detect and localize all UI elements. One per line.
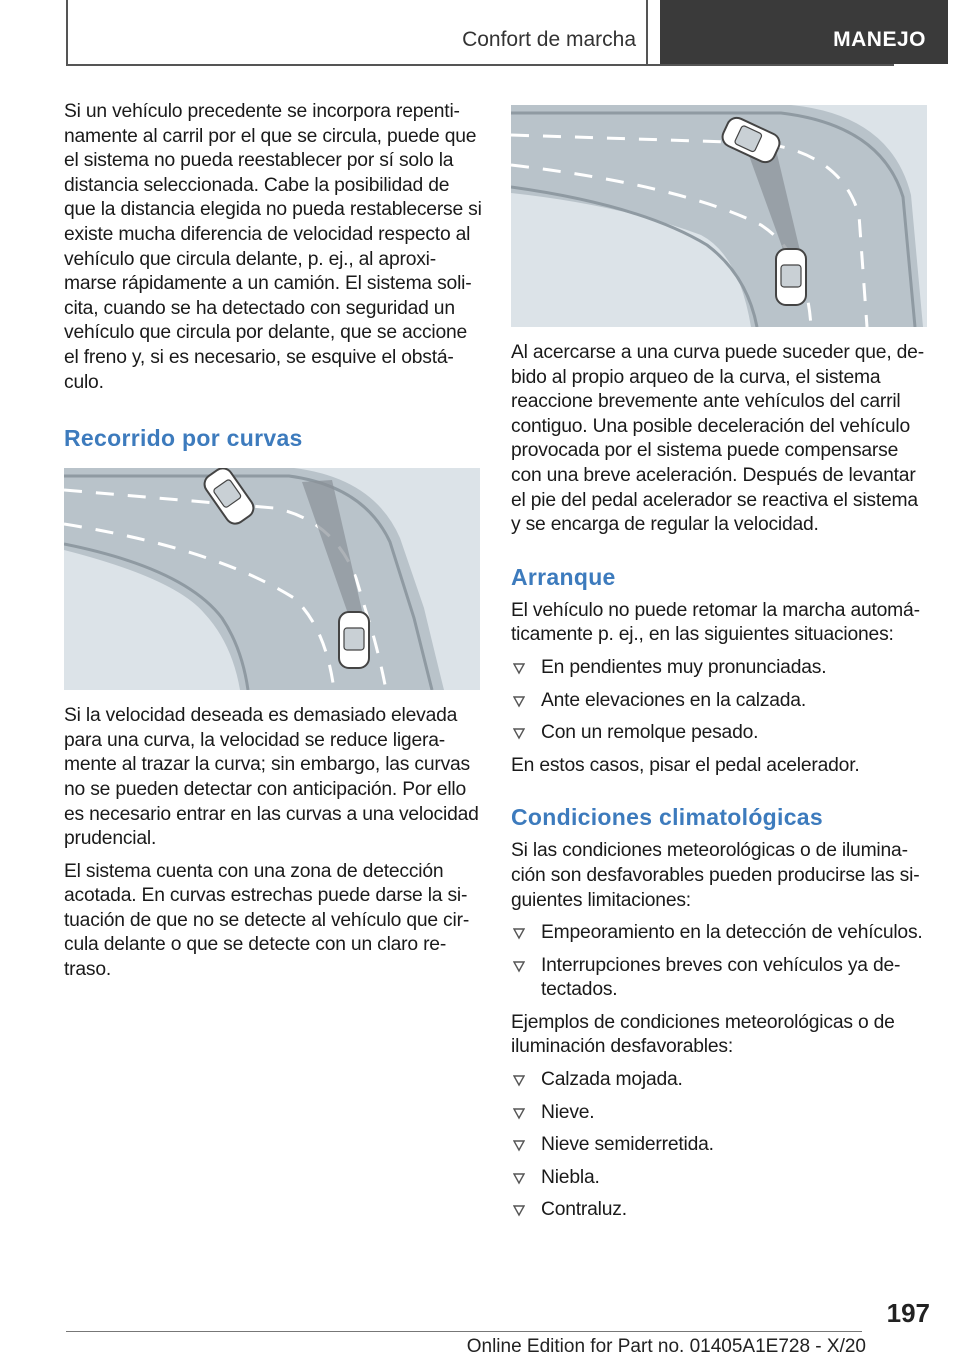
triangle-bullet-icon xyxy=(513,1135,525,1155)
weather-intro-paragraph: Si las condiciones meteorológicas o de iluminación son desfavorables pueden producirse las siguientes limitaciones: xyxy=(511,840,920,911)
page-number: 197 xyxy=(886,1298,930,1328)
list-item: Calzada mojada. xyxy=(511,1068,929,1093)
footer-edition: Online Edition for Part no. 01405A1E728 - X/20 xyxy=(466,1336,866,1357)
examples-paragraph: Ejemplos de condiciones meteorológicas o de iluminación desfavorables: xyxy=(511,1011,895,1058)
header-section-title: Confort de marcha xyxy=(462,28,636,51)
list-item: Ante elevaciones en la calzada. xyxy=(511,689,929,714)
header-rule-middle xyxy=(646,0,648,66)
intro-paragraph: Si un vehículo precedente se incorpora repentinamente al carril por el que se circula, puede que el sistema no pueda reestablecer por sí solo la distancia seleccionada. Cabe la posibilidad de que la distancia elegida no pueda restablecerse si existe mucha diferencia de velocidad respecto al vehículo que circula delante, p. ej., al aproximarse rápidamente a un camión. El sistema solicita, cuando se ha detectado con seguridad un vehículo que circula por delante, que se accione el freno y, si es necesario, se esquive el obstáculo. xyxy=(64,101,482,393)
weather-list xyxy=(511,921,929,1003)
list-item: Niebla. xyxy=(511,1166,929,1191)
triangle-bullet-icon xyxy=(513,923,525,943)
list-item: Nieve. xyxy=(511,1101,929,1126)
header-rule xyxy=(66,64,894,66)
header-chapter-label: MANEJO xyxy=(833,28,926,51)
triangle-bullet-icon xyxy=(513,1070,525,1090)
heading-weather: Condiciones climatológicas xyxy=(511,804,823,831)
triangle-bullet-icon xyxy=(513,956,525,976)
triangle-bullet-icon xyxy=(513,1200,525,1220)
triangle-bullet-icon xyxy=(513,1168,525,1188)
list-item: Nieve semiderretida. xyxy=(511,1133,929,1158)
detection-zone-paragraph: El sistema cuenta con una zona de detección acotada. En curvas estrechas puede darse la situación de que no se detecte al vehículo que circula delante o que se detecte con un claro retraso. xyxy=(64,860,470,981)
start-list xyxy=(511,656,929,746)
heading-curves: Recorrido por curvas xyxy=(64,425,303,452)
triangle-bullet-icon xyxy=(513,691,525,711)
footer-rule xyxy=(66,1331,862,1332)
curve-diagram-left xyxy=(64,468,480,690)
curve-illustration-left xyxy=(64,468,480,690)
examples-list xyxy=(511,1068,929,1223)
list-item: Empeoramiento en la detección de vehículos. xyxy=(511,921,929,946)
list-item: En pendientes muy pronunciadas. xyxy=(511,656,929,681)
adjacent-lane-paragraph: Al acercarse a una curva puede suceder que, debido al propio arqueo de la curva, el sistema reaccione brevemente ante vehículos del carril contiguo. Una posible deceleración del vehículo provocada por el sistema puede compensarse con una breve aceleración. Después de levantar el pie del pedal acelerador se reactiva el sistema y se encarga de regular la velocidad. xyxy=(511,342,925,536)
header-rule-left xyxy=(66,0,68,66)
header-chapter-tab xyxy=(660,0,948,64)
curve-illustration-right xyxy=(511,105,927,327)
list-item: Contraluz. xyxy=(511,1198,929,1223)
triangle-bullet-icon xyxy=(513,658,525,678)
triangle-bullet-icon xyxy=(513,1103,525,1123)
right-column xyxy=(511,100,929,1231)
curve-diagram-right xyxy=(511,105,927,327)
list-item: Con un remolque pesado. xyxy=(511,721,929,746)
list-item: Interrupciones breves con vehículos ya detectados. xyxy=(511,954,929,1003)
left-column xyxy=(64,100,482,991)
own-car-icon xyxy=(339,612,369,668)
curve-speed-paragraph: Si la velocidad deseada es demasiado elevada para una curva, la velocidad se reduce ligeramente al trazar la curva; sin embargo, las curvas no se pueden detectar con anticipación. Por ello es necesario entrar en las curvas a una velocidad prudencial. xyxy=(64,705,479,850)
heading-start: Arranque xyxy=(511,563,616,590)
start-intro-paragraph: El vehículo no puede retomar la marcha automáticamente p. ej., en las siguientes situaciones: xyxy=(511,599,920,646)
own-car-icon xyxy=(776,249,806,305)
triangle-bullet-icon xyxy=(513,723,525,743)
accelerator-paragraph: En estos casos, pisar el pedal acelerador. xyxy=(511,754,860,776)
